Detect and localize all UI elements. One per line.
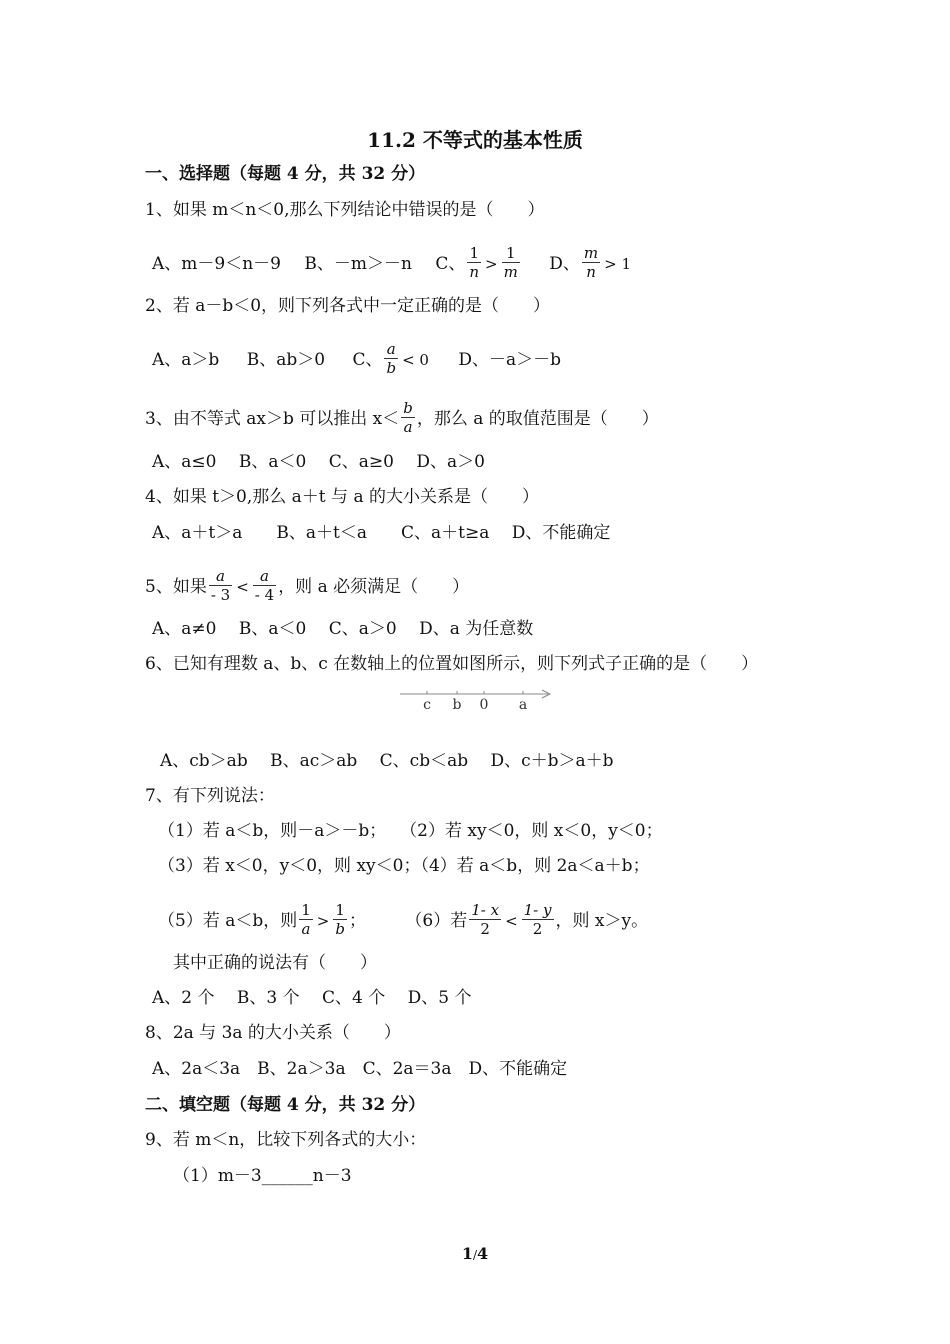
- page-title: 11.2 不等式的基本性质: [367, 128, 583, 152]
- page-number: [0, 1244, 950, 1263]
- axis-label-b: b: [452, 697, 462, 713]
- axis-label-a: a: [518, 697, 528, 713]
- current-page: 1: [461, 1244, 473, 1263]
- q2-option-d: D、－a＞－b: [458, 350, 562, 370]
- q7-s5-part-b: ；: [348, 911, 366, 931]
- axis-label-zero: 0: [479, 697, 489, 713]
- question-8-stem: 8、2a 与 3a 的大小关系（ ）: [145, 1023, 401, 1043]
- q7-statements-1-2: （1）若 a＜b，则－a＞－b； （2）若 xy＜0，则 x＜0，y＜0；: [158, 821, 663, 841]
- axis-label-c: c: [423, 697, 431, 713]
- q7-s5-operator: >: [316, 912, 330, 930]
- question-1-options: [152, 246, 633, 283]
- q5-left-fraction: $\frac{a}{- 3}$: [210, 567, 231, 604]
- q2-option-c-tail: < 0: [402, 351, 429, 369]
- q7-s5-right-fraction: $\frac{1}{b}$: [335, 901, 345, 938]
- q7-s5-left-fraction: $\frac{1}{a}$: [301, 901, 311, 938]
- q3-fraction: $\frac{b}{a}$: [403, 399, 413, 436]
- q7-s6-right-fraction: $\frac{1- y}{2}$: [523, 901, 552, 938]
- question-8-options: A、2a＜3a B、2a＞3a C、2a＝3a D、不能确定: [152, 1059, 568, 1079]
- question-4-options: A、a＋t＞a B、a＋t＜a C、a＋t≥a D、不能确定: [152, 523, 611, 543]
- q1-option-a: A、m－9＜n－9: [152, 254, 281, 274]
- question-4-stem: 4、如果 t＞0,那么 a＋t 与 a 的大小关系是（ ）: [145, 487, 539, 507]
- question-3-options: A、a≤0 B、a＜0 C、a≥0 D、a＞0: [152, 452, 485, 472]
- q5-operator: <: [236, 578, 249, 596]
- question-1-stem: 1、如果 m＜n＜0,那么下列结论中错误的是（ ）: [145, 200, 545, 220]
- q5-stem-part-b: ，则 a 必须满足（ ）: [278, 577, 470, 597]
- q7-s6-part-b: ，则 x＞y。: [555, 911, 649, 931]
- section-choice-heading: 一、选择题（每题 4 分，共 32 分）: [145, 164, 426, 184]
- q7-s5-part-a: （5）若 a＜b，则: [158, 911, 298, 931]
- question-2-stem: 2、若 a－b＜0，则下列各式中一定正确的是（ ）: [145, 296, 551, 316]
- question-5-options: A、a≠0 B、a＜0 C、a＞0 D、a 为任意数: [152, 619, 534, 639]
- q5-stem-part-a: 5、如果: [145, 577, 207, 597]
- q1-option-c-operator: >: [485, 255, 498, 273]
- question-3-stem: [145, 401, 659, 438]
- question-7-stem: 7、有下列说法：: [145, 786, 275, 806]
- question-6-stem: 6、已知有理数 a、b、c 在数轴上的位置如图所示，则下列式子正确的是（ ）: [145, 654, 759, 674]
- question-9-part-1: （1）m－3______n－3: [173, 1166, 352, 1186]
- number-line-figure: [400, 684, 560, 714]
- question-5-stem: [145, 569, 469, 606]
- q7-statements-3-4: （3）若 x＜0，y＜0，则 xy＜0；（4）若 a＜b，则 2a＜a＋b；: [158, 856, 650, 876]
- q1-option-c-label: C、: [435, 254, 466, 274]
- page-separator: /: [472, 1248, 478, 1262]
- question-6-options: A、cb＞ab B、ac＞ab C、cb＜ab D、c＋b＞a＋b: [160, 751, 614, 771]
- q2-option-a: A、a＞b: [152, 350, 220, 370]
- question-7-options: A、2 个 B、3 个 C、4 个 D、5 个: [152, 988, 472, 1008]
- q1-option-c-left-fraction: $\frac{1}{n}$: [469, 244, 480, 281]
- q7-question-ask: 其中正确的说法有（ ）: [173, 953, 377, 973]
- q5-right-fraction: $\frac{a}{- 4}$: [254, 567, 275, 604]
- q1-option-b: B、－m＞－n: [304, 254, 412, 274]
- q2-option-c-fraction: $\frac{a}{b}$: [386, 340, 397, 377]
- q2-option-c-label: C、: [352, 350, 383, 370]
- q1-option-c-right-fraction: $\frac{1}{m}$: [503, 244, 518, 281]
- q1-option-d-tail: > 1: [604, 255, 632, 273]
- q1-option-d-fraction: $\frac{m}{n}$: [583, 244, 599, 281]
- q1-option-d-label: D、: [549, 254, 580, 274]
- q7-s6-operator: <: [505, 912, 518, 930]
- q7-statements-5-6: [158, 903, 648, 940]
- q3-stem-part-b: ，那么 a 的取值范围是（ ）: [416, 409, 659, 429]
- total-pages: 4: [477, 1244, 489, 1263]
- q3-stem-part-a: 3、由不等式 ax＞b 可以推出 x＜: [145, 409, 400, 429]
- section-fill-heading: 二、填空题（每题 4 分，共 32 分）: [145, 1095, 426, 1115]
- q7-s6-part-a: （6）若: [405, 911, 468, 931]
- q2-option-b: B、ab＞0: [246, 350, 326, 370]
- question-9-stem: 9、若 m＜n，比较下列各式的大小：: [145, 1130, 427, 1150]
- q7-s6-left-fraction: $\frac{1- x}{2}$: [471, 901, 500, 938]
- question-2-options: [152, 342, 561, 379]
